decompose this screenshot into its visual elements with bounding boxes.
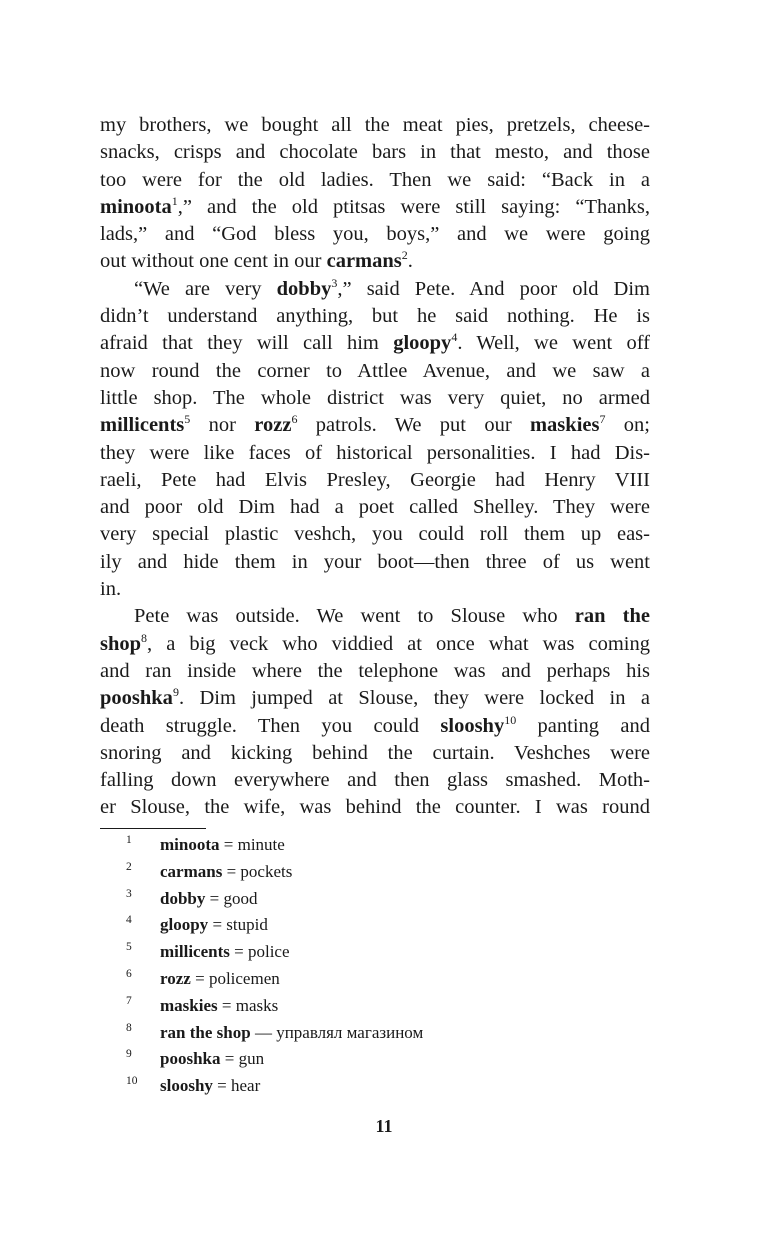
- footnote-entry: [160, 939, 290, 966]
- footnote-entry: [160, 1020, 423, 1047]
- footnote-number: 9: [126, 1048, 132, 1061]
- text-run: , a big veck who viddied at once what was coming: [147, 632, 650, 655]
- footnote-entry: [160, 832, 285, 859]
- text-run: . Well, we went off: [457, 332, 650, 355]
- footnote-term: maskies: [160, 995, 218, 1015]
- footnote-number: 2: [126, 860, 132, 873]
- text-line: [100, 467, 650, 494]
- footnote-item: [100, 1073, 660, 1100]
- text-line: [100, 685, 650, 712]
- text-line: [100, 440, 650, 467]
- footnote-entry: [160, 993, 278, 1020]
- footnote-marker: 6: [291, 412, 298, 427]
- text-run: er Slouse, the wife, was behind the counter. I was round: [100, 796, 650, 819]
- footnote-item: [100, 859, 660, 886]
- footnote-item: [100, 912, 660, 939]
- footnote-marker: 4: [451, 330, 458, 345]
- footnote-item: [100, 886, 660, 913]
- footnote-meaning: good: [223, 888, 258, 908]
- text-line: [100, 494, 650, 521]
- text-line: [100, 549, 650, 576]
- slang-term: shop: [100, 632, 142, 655]
- text-line: [100, 658, 650, 685]
- footnote-term: ran the shop: [160, 1022, 251, 1042]
- footnote-meaning: gun: [238, 1049, 265, 1069]
- footnote-marker: 2: [401, 248, 408, 263]
- footnote-term: carmans: [160, 861, 223, 881]
- footnotes: [100, 832, 660, 1100]
- text-line: [100, 740, 650, 767]
- footnote-item: [100, 966, 660, 993]
- footnote-number: 4: [126, 914, 132, 927]
- slang-term: rozz: [254, 414, 292, 437]
- text-line: [100, 385, 650, 412]
- footnote-term: rozz: [160, 968, 191, 988]
- text-line: [100, 794, 650, 821]
- footnote-entry: [160, 1046, 264, 1073]
- text-run: “We are very: [134, 277, 277, 300]
- text-run: out without one cent in our: [100, 250, 327, 273]
- footnote-separator: =: [223, 835, 234, 854]
- slang-term: millicents: [100, 414, 185, 437]
- text-line: [100, 248, 650, 275]
- text-line: [100, 521, 650, 548]
- footnote-separator: =: [217, 1076, 227, 1096]
- footnote-marker: 9: [172, 685, 179, 700]
- text-line: [100, 713, 650, 740]
- text-run: patrols. We put our: [297, 414, 530, 437]
- text-line: [100, 194, 650, 221]
- footnote-meaning: masks: [235, 995, 279, 1015]
- text-line: [100, 631, 650, 658]
- text-run: they were like faces of historical personalities. I had Dis-: [100, 441, 650, 464]
- text-run: falling down everywhere and then glass smashed. Moth-: [100, 769, 650, 792]
- footnote-number: 7: [126, 994, 132, 1007]
- text-line: [100, 303, 650, 330]
- text-run: . Dim jumped at Slouse, they were locked in a: [178, 687, 650, 710]
- text-run: .: [407, 250, 413, 273]
- footnote-entry: [160, 912, 268, 939]
- text-line: [100, 167, 650, 194]
- text-run: and poor old Dim had a poet called Shelley. They were: [100, 496, 650, 519]
- text-run: now round the corner to Attlee Avenue, and we saw a: [100, 359, 650, 382]
- footnote-separator: =: [195, 968, 205, 988]
- footnote-separator: =: [226, 861, 237, 881]
- text-run: nor: [190, 414, 255, 437]
- footnote-separator: =: [209, 888, 220, 908]
- text-run: death struggle. Then you could: [100, 714, 441, 737]
- footnote-number: 3: [126, 887, 132, 900]
- footnote-meaning: policemen: [208, 968, 280, 988]
- text-line: [100, 221, 650, 248]
- footnote-rule: [100, 828, 206, 829]
- text-line: [100, 576, 650, 603]
- footnote-marker: 8: [141, 630, 148, 645]
- text-run: my brothers, we bought all the meat pies, pretzels, cheese-: [100, 114, 650, 136]
- footnote-number: 5: [126, 941, 132, 954]
- text-run: little shop. The whole district was very quiet, no armed: [100, 386, 650, 409]
- footnote-marker: 5: [184, 412, 191, 427]
- footnote-meaning: minute: [237, 835, 285, 854]
- footnote-term: dobby: [160, 888, 206, 908]
- slang-term: slooshy: [440, 714, 505, 737]
- footnote-term: minoota: [160, 835, 220, 854]
- footnote-meaning: stupid: [226, 915, 268, 935]
- slang-term: pooshka: [100, 687, 173, 710]
- footnote-entry: [160, 966, 280, 993]
- text-run: ,” and the old ptitsas were still saying: “Thanks,: [177, 195, 650, 218]
- text-run: very special plastic veshch, you could roll them up eas-: [100, 523, 650, 546]
- text-run: snoring and kicking behind the curtain. Veshches were: [100, 741, 650, 764]
- footnote-term: gloopy: [160, 915, 209, 935]
- slang-term: gloopy: [393, 332, 452, 355]
- footnote-number: 8: [126, 1021, 132, 1034]
- footnote-marker: 3: [331, 275, 338, 290]
- text-run: on;: [605, 414, 650, 437]
- footnote-entry: [160, 1073, 260, 1100]
- footnote-term: slooshy: [160, 1076, 213, 1096]
- slang-term: ran the: [574, 605, 651, 628]
- body-text: [100, 112, 650, 822]
- footnote-meaning: управлял магазином: [276, 1022, 424, 1042]
- text-run: raeli, Pete had Elvis Presley, Georgie had Henry VIII: [100, 468, 650, 491]
- text-run: panting and: [516, 714, 651, 737]
- text-line: [100, 412, 650, 439]
- slang-term: carmans: [326, 250, 402, 273]
- text-run: in.: [100, 578, 122, 601]
- footnote-meaning: pockets: [240, 861, 293, 881]
- footnote-term: pooshka: [160, 1049, 221, 1069]
- slang-term: dobby: [276, 277, 332, 300]
- footnote-number: 6: [126, 967, 132, 980]
- footnote-number: 10: [126, 1075, 138, 1088]
- footnote-marker: 10: [504, 712, 517, 727]
- text-run: snacks, crisps and chocolate bars in that mesto, and those: [100, 141, 650, 164]
- text-line: [100, 112, 650, 139]
- text-run: lads,” and “God bless you, boys,” and we were going: [100, 223, 650, 246]
- footnote-separator: =: [212, 915, 223, 935]
- footnote-meaning: hear: [231, 1076, 261, 1096]
- footnote-separator: —: [254, 1022, 272, 1042]
- page-number: 11: [375, 1116, 393, 1136]
- text-run: afraid that they will call him: [100, 332, 394, 355]
- footnote-item: [100, 1020, 660, 1047]
- footnote-number: 1: [126, 834, 132, 846]
- footnote-item: [100, 993, 660, 1020]
- text-line: [100, 603, 650, 630]
- text-run: ,” said Pete. And poor old Dim: [337, 277, 651, 300]
- text-line: [100, 276, 650, 303]
- footnote-meaning: police: [247, 942, 290, 962]
- slang-term: maskies: [529, 414, 600, 437]
- text-run: and ran inside where the telephone was and perhaps his: [100, 659, 650, 682]
- footnote-entry: [160, 886, 257, 913]
- slang-term: minoota: [100, 195, 172, 218]
- footnote-separator: =: [234, 942, 244, 962]
- text-run: Pete was outside. We went to Slouse who: [134, 605, 575, 628]
- text-run: didn’t understand anything, but he said nothing. He is: [100, 305, 650, 328]
- footnote-item: [100, 832, 660, 859]
- footnote-marker: 1: [171, 193, 178, 208]
- text-run: too were for the old ladies. Then we said: “Back in a: [100, 168, 650, 191]
- footnote-item: [100, 939, 660, 966]
- text-line: [100, 767, 650, 794]
- footnote-marker: 7: [599, 412, 606, 427]
- text-run: ily and hide them in your boot—then three of us went: [100, 550, 650, 573]
- text-line: [100, 139, 650, 166]
- footnote-separator: =: [221, 995, 232, 1015]
- text-line: [100, 330, 650, 357]
- footnote-item: [100, 1046, 660, 1073]
- text-line: [100, 358, 650, 385]
- footnote-term: millicents: [160, 942, 230, 962]
- footnote-entry: [160, 859, 292, 886]
- footnote-separator: =: [224, 1049, 235, 1069]
